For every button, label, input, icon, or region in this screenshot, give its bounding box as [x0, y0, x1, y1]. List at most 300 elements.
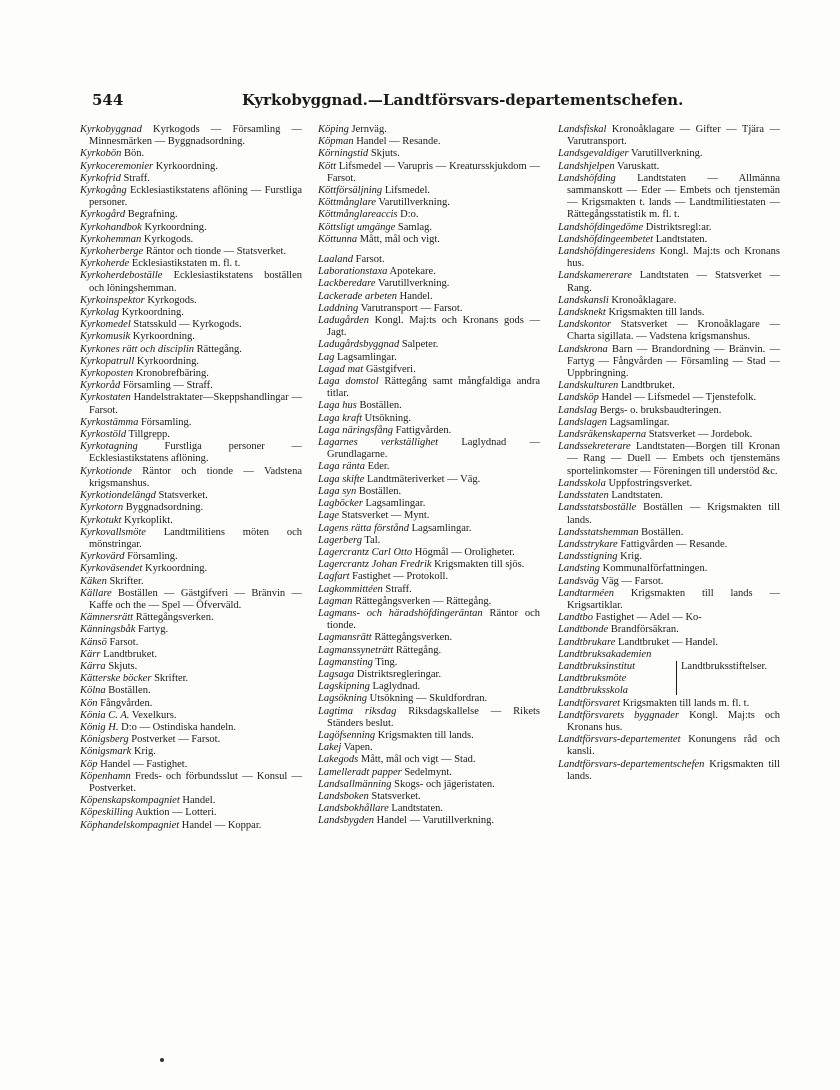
index-definition: Mått, mål och vigt.: [357, 233, 440, 245]
index-definition: Kyrkoordning.: [134, 355, 199, 367]
index-entry: [558, 478, 780, 490]
index-entry: [80, 722, 302, 734]
index-definition: Gästgifveri.: [363, 363, 416, 375]
index-definition: Mått, mål och vigt — Stad.: [358, 754, 476, 766]
index-definition: Kronobrefbäring.: [133, 368, 209, 380]
index-term: Lagad mat: [318, 363, 364, 375]
index-term: Källare: [80, 587, 112, 599]
index-entry: [318, 779, 540, 791]
page-number: 544: [92, 91, 124, 109]
index-entry: [558, 429, 780, 441]
index-term: Kyrkoherberge: [80, 246, 144, 258]
ink-dot: [160, 1058, 164, 1062]
index-term: Köping: [318, 124, 349, 135]
index-term: Köttsligt umgänge: [318, 221, 396, 233]
index-definition: Krig.: [131, 746, 156, 758]
index-entry: [558, 148, 780, 160]
index-column-right-tail: [558, 698, 780, 783]
index-definition: Handel.: [397, 290, 433, 302]
index-definition: Kommunalförfattningen.: [600, 563, 708, 575]
index-entry: [558, 551, 780, 563]
index-term: Landtbruksmöte: [558, 673, 627, 685]
index-term: Landtbruksinstitut: [558, 660, 636, 672]
index-term: Landsstaten: [558, 490, 609, 502]
index-entry: [318, 632, 540, 644]
index-entry: [558, 502, 780, 526]
index-term: Laga kraft: [318, 412, 363, 424]
index-definition: Högmål — Oroligheter.: [412, 546, 515, 558]
index-term: Kyrkoceremonier: [80, 160, 154, 172]
index-term: Köttmånglare: [318, 197, 376, 209]
index-entry: [80, 173, 302, 185]
index-entry: [318, 754, 540, 766]
index-entry: [80, 380, 302, 392]
index-definition: Skrifter.: [151, 673, 189, 685]
index-term: Kätterske böcker: [80, 673, 152, 685]
index-entry: [318, 185, 540, 197]
index-definition: Begrafning.: [125, 209, 178, 221]
index-term: Lagskipning: [318, 681, 370, 693]
index-definition: Samlag.: [395, 221, 433, 233]
index-entry: [80, 392, 302, 416]
index-term: Kyrkobyggnad: [80, 124, 142, 135]
index-entry: [80, 124, 302, 148]
index-entry: [558, 588, 780, 612]
index-term: Landtförsvars-departementschefen: [558, 758, 705, 770]
index-term: Känningsbåk: [80, 624, 136, 636]
index-definition: Lagsamlingar.: [362, 498, 426, 510]
index-definition: Rättegångsverken.: [133, 612, 214, 624]
index-term: Landtbonde: [558, 624, 609, 636]
index-term: Lagerberg: [318, 534, 362, 546]
index-column-right: [558, 124, 780, 783]
index-definition: Landtbruket.: [100, 648, 158, 660]
index-term: Köpeskilling: [80, 807, 134, 819]
index-term: Lagsaga: [318, 668, 355, 680]
index-term: Köttunna: [318, 233, 358, 245]
index-entry: [318, 571, 540, 583]
index-term: Laga hus: [318, 400, 357, 412]
index-entry: [558, 270, 780, 294]
index-entry: [318, 510, 540, 522]
index-term: Kyrkoväsendet: [80, 563, 143, 575]
index-entry: [80, 820, 302, 832]
index-definition: Distriktsregleringar.: [354, 668, 442, 680]
index-entry: [318, 474, 540, 486]
index-definition: Fastighet — Protokoll.: [349, 571, 449, 583]
index-definition: Lagsamlingar.: [334, 351, 397, 363]
index-definition: Lagsamlingar.: [409, 522, 472, 534]
index-term: Kyrkostöld: [80, 429, 127, 441]
index-entry: [558, 417, 780, 429]
index-definition: Varuskatt.: [614, 160, 660, 172]
index-definition: Uppfostringsverket.: [605, 477, 693, 489]
index-entry: [80, 246, 302, 258]
index-definition: Församling — Straff.: [120, 380, 213, 392]
index-definition: Boställen.: [105, 685, 151, 697]
index-term: Kärr: [80, 648, 101, 660]
index-definition: Handel — Resande.: [353, 136, 441, 148]
index-definition: Distriktsregl:ar.: [643, 221, 712, 233]
index-definition: Rättegångsverken.: [371, 632, 453, 644]
index-entry: [318, 364, 540, 376]
index-definition: Krigsmakten till lands.: [605, 307, 705, 319]
index-term: Lagsökning: [318, 693, 368, 705]
index-definition: Skogs- och jägeristaten.: [391, 778, 495, 790]
index-term: Landshöfding: [558, 172, 616, 184]
brace-entry-group: [558, 649, 780, 698]
index-definition: Boställen — Gästgifveri — Bränvin — Kaffe och the — Spel — Öfverväld.: [89, 587, 302, 611]
index-entry: [80, 746, 302, 758]
index-term: Lage: [318, 510, 339, 522]
index-term: Kyrkovallsmöte: [80, 526, 146, 538]
index-term: Kyrkolag: [80, 307, 120, 319]
index-entry: [558, 392, 780, 404]
index-term: Kyrkoherdeboställe: [80, 270, 163, 282]
index-entry: [318, 136, 540, 148]
index-entry: [318, 124, 540, 136]
index-term: Kyrkotorn: [80, 502, 124, 514]
index-term: Kyrkohandbok: [80, 221, 142, 233]
index-term: Lamelleradt papper: [318, 766, 402, 778]
index-term: Landsstrykare: [558, 538, 618, 550]
index-entry: [558, 576, 780, 588]
index-entry: [318, 767, 540, 779]
index-definition: Bergs- o. bruksbaudteringen.: [597, 404, 722, 416]
index-entry: [80, 637, 302, 649]
index-term: Landtbo: [558, 612, 594, 624]
index-definition: Eder.: [364, 461, 390, 473]
index-definition: Handel — Koppar.: [179, 819, 262, 831]
index-definition: Apotekare.: [387, 266, 436, 278]
index-term: Kyrkomusik: [80, 331, 131, 343]
index-term: Körningstid: [318, 148, 369, 160]
index-entry: [558, 307, 780, 319]
index-definition: Räntor och tionde — Statsverket.: [143, 246, 287, 258]
index-entry: [558, 405, 780, 417]
index-entry: [318, 742, 540, 754]
index-entry: [318, 486, 540, 498]
index-term: Landslag: [558, 404, 598, 416]
index-definition: Tillgrepp.: [126, 429, 170, 441]
index-entry: [80, 588, 302, 612]
index-term: Lagöfsenning: [318, 729, 376, 741]
index-entry: [318, 693, 540, 705]
index-entry: [318, 803, 540, 815]
index-term: Känsö: [80, 636, 107, 648]
index-term: Landshöfdingeresidens: [558, 246, 656, 258]
index-entry: [318, 413, 540, 425]
index-term: Lakegods: [318, 754, 359, 766]
index-entry: [80, 551, 302, 563]
index-definition: Farsot.: [353, 254, 385, 266]
index-definition: Kronoåklagare — Gifter — Tjära — Varutransport.: [567, 124, 780, 148]
index-definition: Landtstaten.: [388, 803, 444, 815]
index-definition: D:o — Ostindiska handeln.: [118, 721, 237, 733]
index-entry: [318, 608, 540, 632]
index-term: Lakej: [318, 742, 342, 754]
index-term: Lagböcker: [318, 498, 363, 510]
index-definition: Konungens råd och kansli.: [567, 734, 780, 758]
index-entry: [558, 161, 780, 173]
index-definition: Krig.: [617, 551, 643, 563]
index-definition: Furstliga personer — Ecklesiastikstatens aflöning.: [89, 441, 302, 465]
index-term: Landsgevaldiger: [558, 148, 629, 160]
index-entry: [318, 209, 540, 221]
index-entry: [80, 502, 302, 514]
index-entry: [80, 368, 302, 380]
index-definition: Landtmilitiens möten och mönstringar.: [89, 526, 302, 550]
index-definition: Fartyg.: [135, 624, 169, 636]
index-term: Lagmans- och häradshöfdingeräntan: [318, 607, 483, 619]
index-term: Laborationstaxa: [318, 266, 388, 278]
index-entry: [318, 161, 540, 185]
index-definition: Landtstaten—Borgen till Kronan — Rang — Duell — Embets och tjenstemäns sportelinkomster — Föreningen till understöd &c.: [567, 441, 780, 477]
index-term: Laaland: [318, 254, 354, 266]
index-definition: Kyrkoordning.: [153, 160, 218, 172]
index-entry: [80, 429, 302, 441]
index-entry: [558, 710, 780, 734]
index-entry: [80, 234, 302, 246]
index-term: Landsknekt: [558, 307, 606, 319]
index-entry: [80, 185, 302, 209]
index-term: Landskansli: [558, 294, 609, 306]
index-term: Kyrkotionde: [80, 465, 132, 477]
index-entry: [80, 734, 302, 746]
index-definition: Kyrkogods.: [144, 294, 197, 306]
index-entry: [318, 547, 540, 559]
index-definition: Räntor och tionde.: [327, 607, 540, 632]
index-term: Kön: [80, 697, 98, 709]
index-definition: Handelstraktater—Skeppshandlingar — Farsot.: [89, 392, 302, 416]
index-term: Landsskola: [558, 477, 606, 489]
index-term: Kyrkotiondelängd: [80, 490, 156, 502]
index-definition: Landtstaten.: [653, 233, 708, 245]
index-entry: [558, 173, 780, 222]
index-entry: [80, 685, 302, 697]
index-term: Kyrkoråd: [80, 380, 121, 392]
index-entry: [558, 624, 780, 636]
index-definition: Varutillverkning.: [628, 148, 703, 160]
index-entry: [318, 815, 540, 827]
index-entry: [318, 278, 540, 290]
index-definition: Väg — Farsot.: [598, 575, 664, 587]
index-entry: [80, 759, 302, 771]
index-entry: [558, 698, 780, 710]
index-term: Landskrona: [558, 343, 608, 355]
index-entry: [80, 649, 302, 661]
index-entry: [318, 234, 540, 246]
index-entry: [318, 645, 540, 657]
index-definition: Krigsmakten till lands.: [567, 758, 780, 782]
index-entry: [318, 254, 540, 266]
index-entry: [80, 417, 302, 429]
index-entry: [80, 807, 302, 819]
index-term: Königsberg: [80, 734, 129, 746]
index-definition: Utsökning — Skuldfordran.: [367, 693, 488, 705]
index-definition: Fattigvården.: [392, 424, 452, 436]
index-term: Kyrkotagning: [80, 441, 138, 453]
index-entry: [558, 441, 780, 478]
index-definition: Straff.: [120, 172, 150, 184]
index-entry: [318, 523, 540, 535]
index-term: Lackerade arbeten: [318, 290, 398, 302]
index-term: Kyrkopatrull: [80, 355, 135, 367]
index-definition: Boställen — Krigsmakten till lands.: [567, 502, 780, 526]
index-term: Lagkommittéen: [318, 583, 383, 595]
index-definition: Kyrkogods — Församling — Minnesmärken — Byggnadsordning.: [89, 124, 302, 148]
index-definition: Krigsmakten till lands m. fl. t.: [620, 697, 750, 709]
index-definition: Rättegångsverken — Rättegång.: [352, 595, 492, 607]
index-entry: [318, 315, 540, 339]
index-definition: Ecklesiastikstaten m. fl. t.: [129, 258, 241, 270]
index-definition: Lifsmedel — Varupris — Kreatursskjukdom — Farsot.: [327, 160, 540, 184]
index-definition: Postverket — Farsot.: [128, 734, 221, 746]
shared-definition-text: Landtbruksstiftelser.: [681, 660, 768, 672]
index-definition: Landtmäteriverket — Väg.: [364, 473, 481, 485]
index-term: Laga syn: [318, 485, 357, 497]
index-entry: [558, 490, 780, 502]
index-entry: [80, 698, 302, 710]
index-definition: Boställen.: [356, 400, 402, 412]
index-term: Lagens rätta förstånd: [318, 522, 410, 534]
index-term: Kyrkobön: [80, 148, 122, 160]
index-entry: [80, 661, 302, 673]
index-definition: Fattigvården — Resande.: [617, 538, 728, 550]
index-definition: Kyrkoordning.: [130, 331, 195, 343]
index-definition: Räntor och tionde — Vadstena krigsmanshus.: [89, 465, 302, 489]
index-term: Landtbruksskola: [558, 685, 629, 697]
running-title: Kyrkobyggnad.—Landtförsvars-departementschefen.: [242, 91, 684, 109]
index-entry: [80, 673, 302, 685]
index-entry: [558, 380, 780, 392]
index-entry: [318, 291, 540, 303]
index-entry: [318, 339, 540, 351]
index-entry: [80, 710, 302, 722]
index-term: Kyrkovärd: [80, 551, 125, 563]
index-term: Ladugårdsbyggnad: [318, 339, 400, 351]
index-definition: Varutillverkning.: [375, 278, 450, 290]
index-term: Kött: [318, 160, 337, 172]
index-entry: [318, 425, 540, 437]
index-term: Landsting: [558, 563, 601, 575]
index-entry: [558, 344, 780, 381]
index-term: Landskontor: [558, 319, 612, 331]
index-definition: Byggnadsordning.: [123, 502, 204, 514]
index-entry: [80, 161, 302, 173]
index-entry: [318, 681, 540, 693]
index-definition: Ecklesiastikstatens boställen och löningshemman.: [89, 270, 302, 294]
index-definition: Landtstaten — Statsverket — Rang.: [567, 270, 780, 294]
index-definition: Statsskuld — Kyrkogods.: [130, 319, 242, 331]
index-entry: [318, 596, 540, 608]
index-term: Köpenskapskompagniet: [80, 795, 180, 807]
index-definition: Handel.: [179, 795, 216, 807]
index-definition: Barn — Brandordning — Bränvin. — Fartyg — Fångvården — Församling — Stad — Uppbringning.: [567, 343, 780, 380]
index-entry: [80, 466, 302, 490]
index-definition: Salpeter.: [399, 339, 439, 351]
index-term: Lag: [318, 351, 335, 363]
index-definition: Statsverket — Jordebok.: [646, 429, 753, 441]
index-term: Landsväg: [558, 575, 599, 587]
index-definition: Straff.: [382, 583, 412, 595]
index-term: Landsstigning: [558, 551, 618, 563]
index-entry: [558, 759, 780, 783]
index-entry: [558, 527, 780, 539]
index-definition: Kongl. Maj:ts och Kronans gods — Jagt.: [327, 315, 540, 339]
index-definition: Statsverket — Mynt.: [339, 510, 430, 522]
index-term: Köttförsäljning: [318, 185, 383, 197]
index-definition: Landtstaten.: [608, 490, 663, 502]
index-term: Landsstatshemman: [558, 526, 639, 538]
index-term: Landskamererare: [558, 270, 632, 282]
index-term: Landtbrukare: [558, 636, 616, 648]
index-entry: [80, 307, 302, 319]
index-term: Kyrkoherde: [80, 258, 130, 270]
index-definition: Varutillverkning.: [375, 197, 450, 209]
index-term: Könia C. A.: [80, 709, 130, 721]
index-term: Lagercrantz Carl Otto: [318, 546, 413, 558]
index-definition: Laglydnad — Grundlagarne.: [327, 437, 540, 461]
index-definition: Landtbruket — Handel.: [615, 636, 719, 648]
index-entry: [558, 319, 780, 343]
index-term: Landsköp: [558, 392, 599, 404]
index-term: Kyrkoinspektor: [80, 294, 145, 306]
index-term: Köpman: [318, 136, 354, 148]
index-term: Köp: [80, 758, 98, 770]
index-term: Laga näringsfång: [318, 424, 393, 436]
index-term: Kyrkogård: [80, 209, 126, 221]
index-definition: Fångvården.: [97, 697, 153, 709]
index-definition: Lagsamlingar.: [607, 416, 670, 428]
index-definition: Rättegång samt mångfaldiga andra titlar.: [327, 376, 541, 400]
index-definition: Krigsmakten till lands — Krigsartiklar.: [567, 587, 780, 611]
index-term: Landtförsvaret: [558, 697, 621, 709]
index-definition: Kyrkoordning.: [119, 307, 184, 319]
index-term: Landslagen: [558, 416, 608, 428]
index-definition: Församling.: [138, 416, 192, 428]
index-entry: [318, 303, 540, 315]
index-definition: Farsot.: [106, 636, 139, 648]
index-term: Landsräkenskaperna: [558, 429, 647, 441]
index-term: Kyrkotukt: [80, 514, 122, 526]
index-definition: Handel — Lifsmedel — Tjenstefolk.: [598, 392, 757, 404]
index-entry: [80, 295, 302, 307]
index-term: Lagarnes verkställighet: [318, 437, 439, 449]
index-entry: [80, 527, 302, 551]
index-term: Landtförsvarets byggnader: [558, 709, 680, 721]
index-column-left: [80, 124, 302, 832]
index-term: Kyrkogång: [80, 185, 127, 197]
index-term: Landshöfdingedöme: [558, 221, 644, 233]
index-definition: Kyrkogods.: [141, 233, 194, 245]
index-definition: Riksdagskallelse — Rikets Ständers beslut.: [327, 705, 540, 729]
index-term: Kyrkostaten: [80, 392, 131, 404]
index-definition: Handel — Fastighet.: [97, 758, 188, 770]
index-term: König H.: [80, 721, 119, 733]
index-entry: [558, 234, 780, 246]
index-term: Königsmark: [80, 746, 132, 758]
index-term: Lagman: [318, 595, 353, 607]
index-term: Laga skifte: [318, 473, 365, 485]
index-entry: [80, 148, 302, 160]
index-entry: [558, 637, 780, 649]
index-entry: [80, 331, 302, 343]
index-entry: [80, 209, 302, 221]
index-entry: [80, 515, 302, 527]
index-entry: [80, 612, 302, 624]
index-definition: Handel — Varutillverkning.: [374, 815, 494, 827]
